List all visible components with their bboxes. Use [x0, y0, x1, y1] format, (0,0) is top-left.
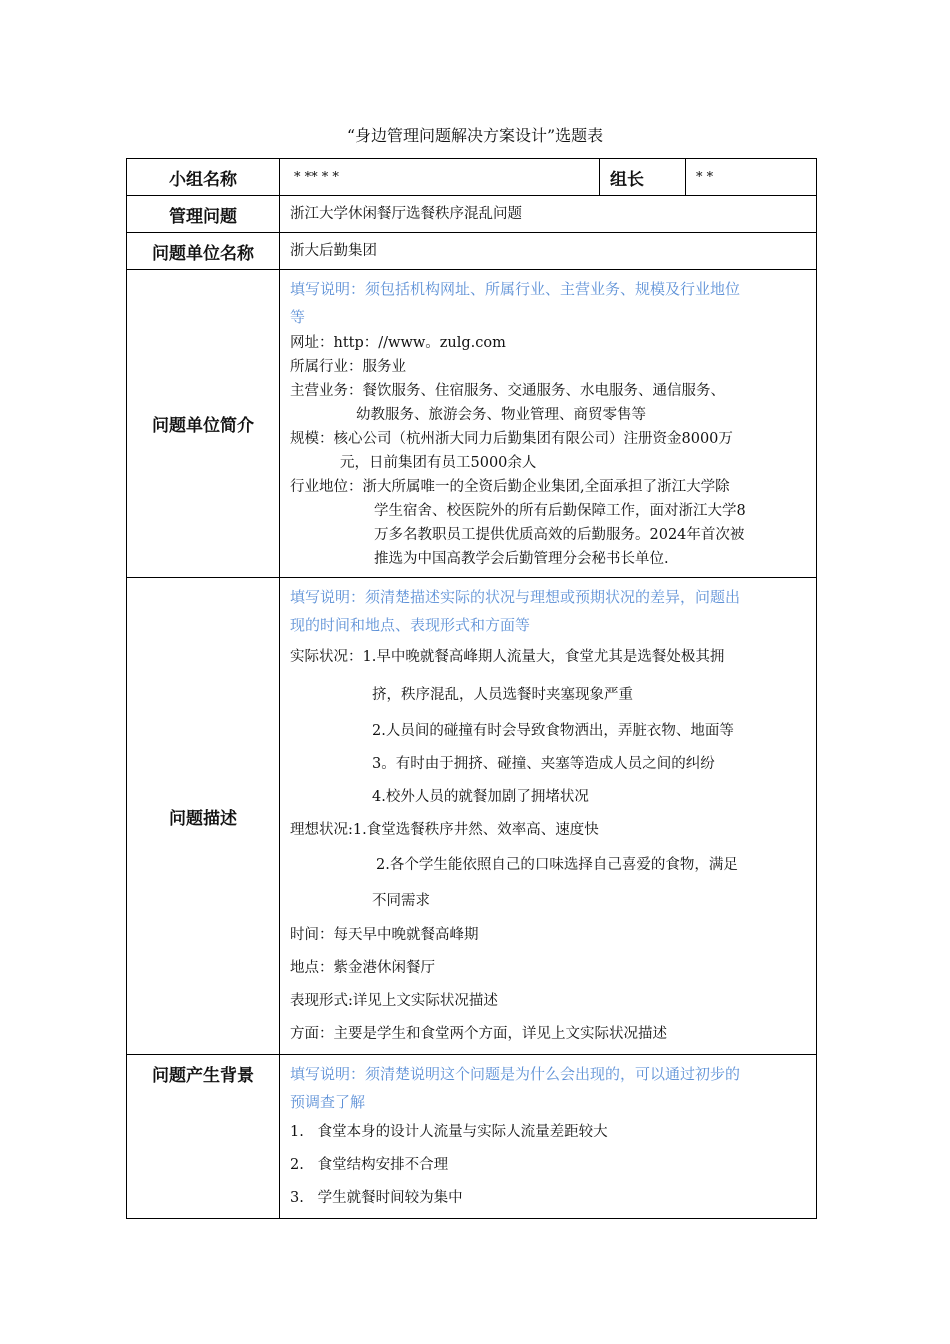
- background-label: 问题产生背景: [127, 1055, 280, 1219]
- intro-scale: 规模：核心公司（杭州浙大同力后勤集团有限公司）注册资金8000万: [290, 431, 733, 447]
- topic-form-table: [126, 158, 817, 1219]
- background-note-cont: 预调查了解: [290, 1093, 366, 1111]
- form-text: 表现形式:详见上文实际状况描述: [290, 993, 498, 1009]
- intro-position-cont: 推选为中国高教学会后勤管理分会秘书长单位.: [374, 551, 669, 567]
- description-note-cont: 现的时间和地点、表现形式和方面等: [290, 616, 531, 634]
- ideal-status-1: 理想状况:1.食堂选餐秩序井然、效率高、速度快: [290, 822, 599, 838]
- row-group: [127, 159, 817, 196]
- description-note: 填写说明：须清楚描述实际的状况与理想或预期状况的差异，问题出: [290, 588, 741, 606]
- background-reason-2: 2. 食堂结构安排不合理: [290, 1157, 449, 1173]
- actual-status-4: 4.校外人员的就餐加剧了拥堵状况: [372, 789, 589, 805]
- background-reason-3: 3. 学生就餐时间较为集中: [290, 1190, 463, 1206]
- background-reason-1: 1. 食堂本身的设计人流量与实际人流量差距较大: [290, 1124, 608, 1140]
- ideal-status-2: 2.各个学生能依照自己的口味选择自己喜爱的食物，满足: [376, 857, 738, 873]
- leader-value: * *: [686, 159, 817, 196]
- actual-status-3: 3。有时由于拥挤、碰撞、夹塞等造成人员之间的纠纷: [372, 756, 715, 772]
- intro-note: 填写说明：须包括机构网址、所属行业、主营业务、规模及行业地位: [290, 280, 741, 298]
- intro-website: 网址：http：//www。zulg.com: [290, 335, 506, 351]
- unit-label: 问题单位名称: [127, 233, 280, 270]
- intro-scale-cont: 元，日前集团有员工5000余人: [340, 455, 537, 471]
- actual-status-1-cont: 挤，秩序混乱，人员选餐时夹塞现象严重: [372, 687, 633, 703]
- intro-position-cont: 万多名教职员工提供优质高效的后勤服务。2024年首次被: [374, 527, 745, 543]
- aspect-text: 方面：主要是学生和食堂两个方面，详见上文实际状况描述: [290, 1026, 667, 1042]
- row-description: [127, 578, 817, 1055]
- group-name-value: * ** * *: [280, 159, 600, 196]
- background-content: [280, 1055, 817, 1219]
- intro-position: 行业地位：浙大所属唯一的全资后勤企业集团,全面承担了浙江大学除: [290, 479, 730, 495]
- actual-status-1: 实际状况：1.早中晚就餐高峰期人流量大，食堂尤其是选餐处极其拥: [290, 649, 725, 665]
- row-background: [127, 1055, 817, 1219]
- row-unit: [127, 233, 817, 270]
- description-label: 问题描述: [127, 578, 280, 1055]
- background-note: 填写说明：须清楚说明这个问题是为什么会出现的，可以通过初步的: [290, 1065, 741, 1083]
- problem-value: 浙江大学休闲餐厅选餐秩序混乱问题: [280, 196, 817, 233]
- intro-industry: 所属行业：服务业: [290, 359, 406, 375]
- row-problem: [127, 196, 817, 233]
- group-name-label: 小组名称: [127, 159, 280, 196]
- actual-status-2: 2.人员间的碰撞有时会导致食物洒出，弄脏衣物、地面等: [372, 723, 734, 739]
- document-title: “身边管理问题解决方案设计”选题表: [346, 126, 604, 145]
- unit-value: 浙大后勤集团: [280, 233, 817, 270]
- intro-label: 问题单位简介: [127, 270, 280, 578]
- intro-content: [280, 270, 817, 578]
- intro-note-cont: 等: [290, 308, 306, 326]
- intro-position-cont: 学生宿舍、校医院外的所有后勤保障工作，面对浙江大学8: [374, 503, 746, 519]
- problem-label: 管理问题: [127, 196, 280, 233]
- intro-business: 主营业务：餐饮服务、住宿服务、交通服务、水电服务、通信服务、: [290, 383, 725, 399]
- description-content: [280, 578, 817, 1055]
- time-text: 时间：每天早中晚就餐高峰期: [290, 927, 479, 943]
- leader-label: 组长: [600, 159, 686, 196]
- intro-business-cont: 幼教服务、旅游会务、物业管理、商贸零售等: [356, 407, 646, 423]
- ideal-status-2-cont: 不同需求: [372, 893, 430, 909]
- row-intro: [127, 270, 817, 578]
- place-text: 地点：紫金港休闲餐厅: [290, 960, 435, 976]
